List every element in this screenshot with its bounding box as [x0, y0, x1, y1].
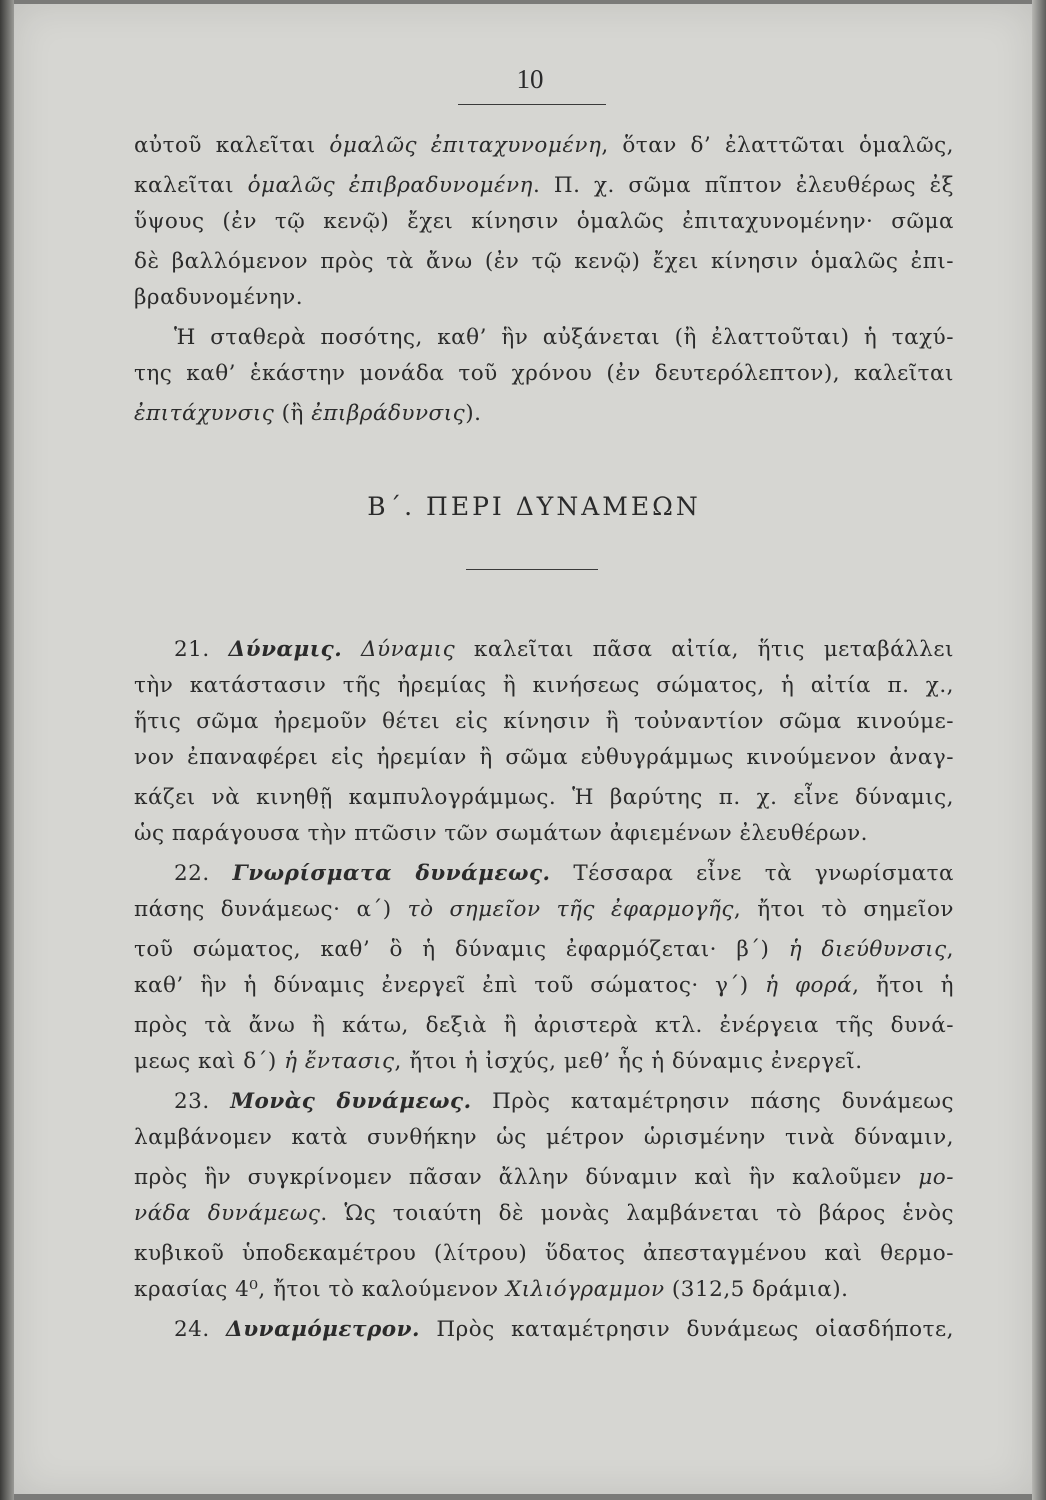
paragraph23-line: [134, 1236, 954, 1272]
emphasized-text: ἡ ἔντασις: [284, 1049, 395, 1074]
text-run: καλεῖται: [134, 173, 248, 198]
paragraph24-line: [134, 1312, 954, 1348]
emphasized-text: Δύναμις: [361, 637, 456, 662]
book-binding-left: [0, 0, 14, 1500]
text-run: , ἤτοι ἡ ἰσχύς, μεθ’ ἧς ἡ δύναμις ἐνεργεῖ.: [394, 1049, 863, 1074]
paragraph-number: 22.: [174, 861, 233, 886]
text-run: , ἤτοι ἡ: [852, 973, 954, 998]
paragraph2-line: [134, 320, 954, 356]
text-run: ὕψους (ἐν τῷ κενῷ) ἔχει κίνησιν ὁμαλῶς ἐπιταχυνομένην· σῶμα: [134, 209, 954, 234]
emphasized-text: ἡ διεύθυνσις: [788, 937, 947, 962]
paragraph-number: 23.: [174, 1089, 231, 1114]
text-run: κρασίας 4⁰, ἤτοι τὸ καλούμενον: [134, 1277, 506, 1302]
text-run: , ὅταν δ’ ἐλαττῶται ὁμαλῶς,: [601, 133, 954, 158]
text-run: κάζει νὰ κινηθῇ καμπυλογράμμως. Ἡ βαρύτης π. χ. εἶνε δύναμις,: [134, 785, 954, 810]
paragraph23-line: [134, 1084, 954, 1120]
paragraph-title: Γνωρίσματα δυνάμεως.: [232, 861, 551, 886]
text-run: τοῦ σώματος, καθ’ ὃ ἡ δύναμις ἐφαρμόζεται· β΄): [134, 937, 789, 962]
emphasized-text: ἐπιτάχυνσις: [134, 401, 275, 426]
paragraph23-line: [134, 1160, 954, 1196]
emphasized-text: τὸ σημεῖον τῆς ἐφαρμογῆς: [407, 897, 734, 922]
paragraph-title: Δύναμις.: [228, 637, 343, 662]
text-run: τὴν κατάστασιν τῆς ἠρεμίας ἢ κινήσεως σώματος, ἡ αἰτία π. χ.,: [134, 673, 954, 698]
text-run: πάσης δυνάμεως· α΄): [134, 897, 408, 922]
emphasized-text: μο-: [918, 1165, 954, 1190]
paragraph21-line: [134, 780, 954, 816]
paragraph2-line: [134, 356, 954, 392]
emphasized-text: Χιλιόγραμμον: [505, 1277, 665, 1302]
section-rule: [466, 569, 598, 570]
text-run: ὡς παράγουσα τὴν πτῶσιν τῶν σωμάτων ἀφιεμένων ἐλευθέρων.: [134, 821, 869, 846]
paragraph1-line: [134, 280, 954, 316]
paragraph21-line: [134, 632, 954, 668]
text-run: (ἢ: [274, 401, 312, 426]
paragraph22-line: [134, 932, 954, 968]
paragraph23-line: [134, 1196, 954, 1232]
text-run: (312,5 δράμια).: [664, 1277, 849, 1302]
text-run: δὲ βαλλόμενον πρὸς τὰ ἄνω (ἐν τῷ κενῷ) ἔχει κίνησιν ὁμαλῶς ἐπι-: [134, 249, 954, 274]
paragraph22-line: [134, 892, 954, 928]
paragraph-number: 21.: [174, 637, 229, 662]
emphasized-text: νάδα δυνάμεως: [134, 1201, 321, 1226]
paragraph-title: Δυναμόμετρον.: [226, 1317, 420, 1342]
paragraph21-line: [134, 668, 954, 704]
paragraph1-line: [134, 128, 954, 164]
text-run: βραδυνομένην.: [134, 285, 304, 310]
text-run: κυβικοῦ ὑποδεκαμέτρου (λίτρου) ὕδατος ἀπεσταγμένου καὶ θερμο-: [134, 1241, 954, 1266]
text-run: καλεῖται πᾶσα αἰτία, ἥτις μεταβάλλει: [455, 637, 954, 662]
paragraph22-line: [134, 968, 954, 1004]
text-run: λαμβάνομεν κατὰ συνθήκην ὡς μέτρον ὡρισμένην τινὰ δύναμιν,: [134, 1125, 954, 1150]
text-run: μεως καὶ δ΄): [134, 1049, 285, 1074]
paragraph2-line: [134, 396, 954, 432]
header-rule: [458, 104, 606, 105]
paragraph22-line: [134, 1044, 954, 1080]
book-page: [14, 4, 1032, 1494]
paragraph-number: 24.: [174, 1317, 227, 1342]
text-run: πρὸς τὰ ἄνω ἢ κάτω, δεξιὰ ἢ ἀριστερὰ κτλ. ἐνέργεια τῆς δυνά-: [134, 1013, 954, 1038]
text-run: Ἡ σταθερὰ ποσότης, καθ’ ἣν αὐξάνεται (ἢ ἐλαττοῦται) ἡ ταχύ-: [174, 325, 954, 350]
text-run: Πρὸς καταμέτρησιν πάσης δυνάμεως: [492, 1089, 954, 1114]
paragraph22-line: [134, 856, 954, 892]
book-binding-right: [1032, 0, 1046, 1500]
emphasized-text: ὁμαλῶς ἐπιβραδυνομένη: [247, 173, 533, 198]
text-run: . Π. χ. σῶμα πῖπτον ἐλευθέρως ἐξ: [532, 173, 954, 198]
page-number: 10: [516, 64, 544, 94]
emphasized-text: ἡ φορά: [765, 973, 853, 998]
text-run: αὐτοῦ καλεῖται: [134, 133, 330, 158]
text-run: , ἤτοι τὸ σημεῖον: [733, 897, 955, 922]
paragraph21-line: [134, 816, 954, 852]
text-run: ἥτις σῶμα ἠρεμοῦν θέτει εἰς κίνησιν ἢ τοὐναντίον σῶμα κινούμε-: [134, 709, 954, 734]
text-run: της καθ’ ἑκάστην μονάδα τοῦ χρόνου (ἐν δευτερόλεπτον), καλεῖται: [134, 361, 954, 386]
section-heading: Β΄. ΠΕΡΙ ΔΥΝΑΜΕΩΝ: [367, 492, 701, 521]
paragraph-title: Μονὰς δυνάμεως.: [230, 1089, 472, 1114]
text-run: ,: [946, 937, 954, 962]
paragraph1-line: [134, 168, 954, 204]
text-run: πρὸς ἣν συγκρίνομεν πᾶσαν ἄλλην δύναμιν καὶ ἣν καλοῦμεν: [134, 1165, 919, 1190]
paragraph1-line: [134, 244, 954, 280]
text-run: Πρὸς καταμέτρησιν δυνάμεως οἱασδήποτε,: [436, 1317, 954, 1342]
text-run: νον ἐπαναφέρει εἰς ἠρεμίαν ἢ σῶμα εὐθυγράμμως κινούμενον ἀναγ-: [134, 745, 954, 770]
text-run: καθ’ ἣν ἡ δύναμις ἐνεργεῖ ἐπὶ τοῦ σώματος· γ΄): [134, 973, 766, 998]
paragraph1-line: [134, 204, 954, 240]
paragraph23-line: [134, 1272, 954, 1308]
text-run: . Ὡς τοιαύτη δὲ μονὰς λαμβάνεται τὸ βάρος ἑνὸς: [320, 1201, 955, 1226]
paragraph23-line: [134, 1120, 954, 1156]
text-run: ).: [465, 401, 482, 426]
emphasized-text: ἐπιβράδυνσις: [311, 401, 466, 426]
paragraph21-line: [134, 740, 954, 776]
emphasized-text: ὁμαλῶς ἐπιταχυνομένη: [329, 133, 602, 158]
paragraph21-line: [134, 704, 954, 740]
text-run: Τέσσαρα εἶνε τὰ γνωρίσματα: [573, 861, 955, 886]
paragraph22-line: [134, 1008, 954, 1044]
